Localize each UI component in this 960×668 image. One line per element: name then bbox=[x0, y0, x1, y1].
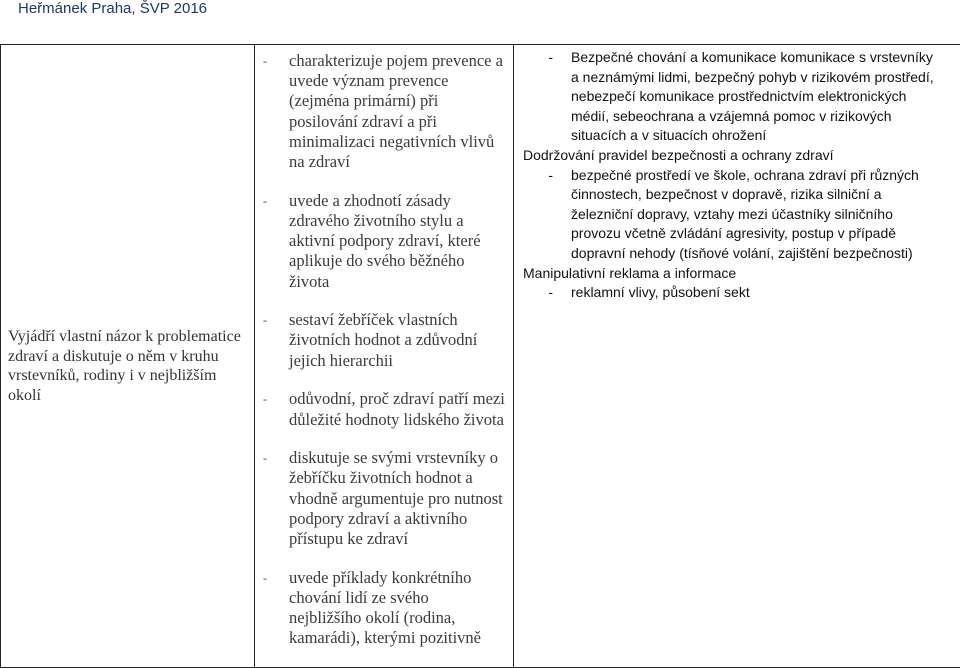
list-item bbox=[263, 51, 505, 172]
outcome-cell bbox=[1, 45, 255, 668]
dash-bullet: - bbox=[263, 191, 289, 292]
list-item bbox=[263, 310, 505, 371]
outcome-text: Vyjádří vlastní názor k problematice zdraví a diskutuje o něm v kruhu vrstevníků, rodiny i v nejbližším okolí bbox=[1, 327, 254, 405]
dash-bullet: - bbox=[263, 51, 289, 172]
topics-cell bbox=[514, 45, 960, 668]
curriculum-table bbox=[0, 44, 960, 668]
dash-bullet: - bbox=[263, 568, 289, 649]
list-item bbox=[263, 568, 505, 649]
dash-bullet: - bbox=[523, 48, 571, 146]
topic-heading: Dodržování pravidel bezpečnosti a ochrany zdraví bbox=[523, 146, 955, 166]
topic-item bbox=[523, 283, 955, 303]
list-item-text: uvede a zhodnotí zásady zdravého životního stylu a aktivní podpory zdraví, které aplikuje do svého běžného života bbox=[289, 191, 505, 292]
dash-bullet: - bbox=[523, 283, 571, 303]
list-item-text: charakterizuje pojem prevence a uvede význam prevence (zejména primární) při posilování zdraví a při minimalizaci negativních vlivů na zdraví bbox=[289, 51, 505, 172]
list-item-text: odůvodní, proč zdraví patří mezi důležité hodnoty lidského života bbox=[289, 389, 505, 429]
competences-list bbox=[255, 45, 513, 649]
dash-bullet: - bbox=[263, 310, 289, 371]
topic-item-text: bezpečné prostředí ve škole, ochrana zdraví při různých činnostech, bezpečnost v dopravě, rizika silniční a železniční dopravy, vztahy mezi účastníky silničního provozu včetně zvládání agresivity, postup v případě dopravní nehody (tísňové volání, zajištění bezpečnosti) bbox=[571, 166, 955, 264]
competences-cell bbox=[255, 45, 514, 668]
dash-bullet: - bbox=[523, 166, 571, 264]
topic-item-text: Bezpečné chování a komunikace komunikace s vrstevníky a neznámými lidmi, bezpečný pohyb v rizikovém prostředí, nebezpečí komunikace prostřednictvím elektronických médií, sebeochrana a vzájemná pomoc v rizikových situacích a v situacích ohrožení bbox=[571, 48, 955, 146]
topic-item bbox=[523, 166, 955, 264]
list-item bbox=[263, 448, 505, 549]
topic-item bbox=[523, 48, 955, 146]
table-row bbox=[1, 45, 960, 668]
dash-bullet: - bbox=[263, 389, 289, 429]
list-item-text: uvede příklady konkrétního chování lidí ze svého nejbližšího okolí (rodina, kamarádi), kterými pozitivně bbox=[289, 568, 505, 649]
page-header-title: Heřmánek Praha, ŠVP 2016 bbox=[18, 0, 207, 17]
list-item-text: sestaví žebříček vlastních životních hodnot a zdůvodní jejich hierarchii bbox=[289, 310, 505, 371]
list-item bbox=[263, 191, 505, 292]
dash-bullet: - bbox=[263, 448, 289, 549]
topic-heading: Manipulativní reklama a informace bbox=[523, 264, 955, 284]
topic-item-text: reklamní vlivy, působení sekt bbox=[571, 283, 955, 303]
topics-content bbox=[514, 45, 960, 303]
list-item bbox=[263, 389, 505, 429]
list-item-text: diskutuje se svými vrstevníky o žebříčku životních hodnot a vhodně argumentuje pro nutnost podpory zdraví a aktivního přístupu ke zdraví bbox=[289, 448, 505, 549]
